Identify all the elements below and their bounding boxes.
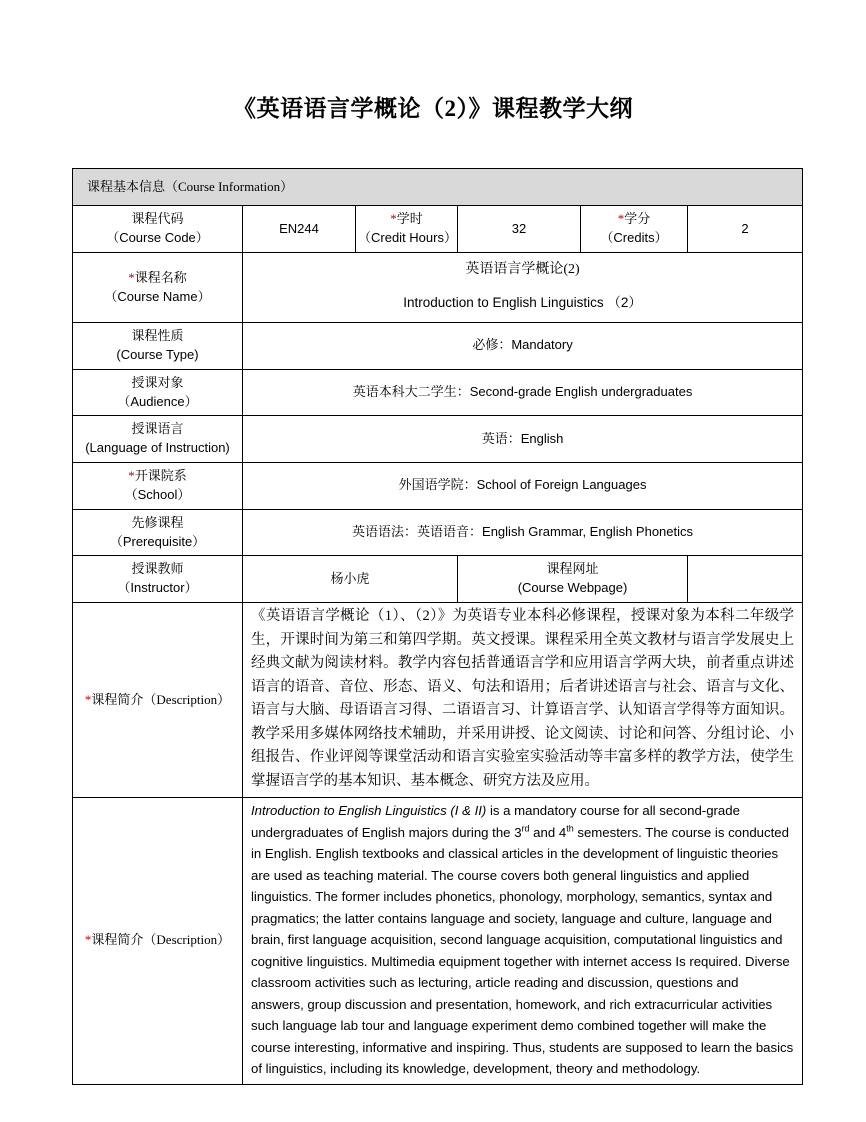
label-description-cn-inline <box>85 692 230 707</box>
value-course-webpage <box>688 556 803 603</box>
label-course-code-en: （Course Code） <box>106 230 209 246</box>
description-en-italic-lead: Introduction to English Linguistics (I & II) <box>251 802 487 818</box>
label-course-webpage-en: (Course Webpage) <box>517 580 628 596</box>
label-course-name-cn <box>75 269 240 288</box>
label-credit-hours-cn <box>358 210 455 229</box>
label-description-cn <box>73 603 243 798</box>
table-row-code-hours-credits <box>73 206 803 253</box>
value-credit-hours: 32 <box>458 206 581 253</box>
label-credit-hours-cn-text: 学时 <box>396 211 423 227</box>
label-audience-en: （Audience） <box>117 393 198 409</box>
description-paragraph-en <box>251 800 794 1080</box>
value-description-cn <box>243 603 803 798</box>
required-asterisk: * <box>84 691 92 707</box>
value-description-en <box>243 797 803 1084</box>
value-course-code: EN244 <box>243 206 356 253</box>
label-credits-cn <box>583 210 685 229</box>
description-en-ordinal-2-suffix: th <box>566 823 574 834</box>
label-course-name-cn-text: 课程名称 <box>134 269 187 285</box>
required-asterisk: * <box>617 211 625 227</box>
description-en-part3: semesters. The course is conducted in English. English textbooks and classical articles in the development of linguistic theories are used as teaching material. The course covers both general linguistics and applied linguistics. The former includes phonetics, phonology, morphology, semantics, syntax and pragmatics; the latter contains language and society, language and culture, language and brain, first language acquisition, second language acquisition, computational linguistics and cognitive linguistics. Multimedia equipment together with internet access Is required. Diverse classroom activities such as lecturing, article reading and discussion, questions and answers, group discussion and presentation, homework, and rich extracurricular activities such language lab tour and language experiment demo combined together will make the course interesting, informative and inspiring. Thus, students are supposed to learn the basics of linguistics, including its knowledge, development, theory and methodology. <box>251 824 794 1077</box>
label-course-name-en: （Course Name） <box>104 288 211 304</box>
label-audience-cn: 授课对象 <box>131 374 184 390</box>
label-prerequisite-cn: 先修课程 <box>131 514 184 530</box>
page-title: 《英语语言学概论（2）》课程教学大纲 <box>233 96 633 121</box>
value-course-name <box>243 253 803 323</box>
label-school-en: （School） <box>124 486 191 502</box>
description-paragraph-cn: 《英语语言学概论（1）、（2）》为英语专业本科必修课程，授课对象为本科二年级学生，开课时间为第三和第四学期。英文授课。课程采用全英文教材与语言学发展史上经典文献为阅读材料。教学内容包括普通语言学和应用语言学两大块，前者重点讲述语言的语音、音位、形态、语义、句法和语用；后者讲述语言与社会、语言与文化、语言与大脑、母语语言习得、二语语言习、计算语言学、认知语言学得等方面知识。教学采用多媒体网络技术辅助，并采用讲授、论文阅读、讨论和问答、分组讨论、小组报告、作业评阅等课堂活动和语言实验室实验活动等丰富多样的教学方法，使学生掌握语言学的基本知识、基本概念、研究方法及应用。 <box>251 608 795 789</box>
value-audience: 英语本科大二学生：Second-grade English undergraduates <box>243 369 803 416</box>
label-course-webpage-cn: 课程网址 <box>546 561 599 577</box>
label-course-type <box>73 322 243 369</box>
table-row-language <box>73 416 803 463</box>
label-credit-hours <box>356 206 458 253</box>
label-credits-cn-text: 学分 <box>624 211 651 227</box>
table-row-instructor <box>73 556 803 603</box>
label-credit-hours-en: （Credit Hours） <box>358 230 457 246</box>
label-school <box>73 463 243 510</box>
description-en-ordinal-1: 3 <box>514 824 522 840</box>
label-school-cn-text: 开课院系 <box>134 468 187 484</box>
description-en-ordinal-1-suffix: rd <box>521 823 530 834</box>
label-description-cn-en: （Description） <box>143 691 231 707</box>
required-asterisk: * <box>84 932 92 948</box>
table-row-school <box>73 463 803 510</box>
label-course-type-en: (Course Type) <box>116 346 199 362</box>
value-course-name-cn: 英语语言学概论(2) <box>465 262 580 278</box>
label-prerequisite <box>73 509 243 556</box>
label-description-en-inline <box>85 932 230 947</box>
label-instructor-cn: 授课教师 <box>131 561 184 577</box>
label-prerequisite-en: （Prerequisite） <box>109 533 206 549</box>
description-en-ordinal-2: 4 <box>558 824 567 840</box>
label-course-webpage <box>458 556 688 603</box>
label-instructor <box>73 556 243 603</box>
table-row-course-name <box>73 253 803 323</box>
required-asterisk: * <box>128 468 135 484</box>
table-row-description-en <box>73 797 803 1084</box>
table-header-cell: 课程基本信息（Course Information） <box>73 168 803 206</box>
label-school-cn <box>75 467 240 486</box>
table-row-course-type <box>73 322 803 369</box>
table-header-row <box>73 168 803 206</box>
value-school: 外国语学院：School of Foreign Languages <box>243 463 803 510</box>
required-asterisk: * <box>128 269 135 285</box>
label-language-cn: 授课语言 <box>131 421 184 437</box>
label-course-name <box>73 253 243 323</box>
label-description-en-en: （Description） <box>143 932 231 948</box>
label-description-en <box>73 797 243 1084</box>
value-prerequisite: 英语语法：英语语音：English Grammar, English Phonetics <box>243 509 803 556</box>
label-instructor-en: （Instructor） <box>117 580 198 596</box>
value-course-type: 必修：Mandatory <box>243 322 803 369</box>
required-asterisk: * <box>390 211 397 227</box>
value-course-name-en: Introduction to English Linguistics （2） <box>403 295 642 311</box>
label-language-en: (Language of Instruction) <box>85 440 230 456</box>
description-en-part1: is a mandatory course for all second-grade undergraduates of English majors during the <box>251 802 740 840</box>
label-description-cn-text: 课程简介 <box>91 691 144 707</box>
label-audience <box>73 369 243 416</box>
description-en-part2: and <box>529 824 559 840</box>
label-course-code <box>73 206 243 253</box>
label-description-en-text: 课程简介 <box>91 932 144 948</box>
label-credits-en: （Credits） <box>600 230 668 246</box>
value-credits: 2 <box>688 206 803 253</box>
value-instructor: 杨小虎 <box>243 556 458 603</box>
label-course-code-cn: 课程代码 <box>131 211 184 227</box>
label-course-type-cn: 课程性质 <box>131 327 184 343</box>
table-row-description-cn <box>73 603 803 798</box>
course-information-table <box>72 168 803 1085</box>
table-row-prerequisite <box>73 509 803 556</box>
table-row-audience <box>73 369 803 416</box>
value-language: 英语：English <box>243 416 803 463</box>
label-language <box>73 416 243 463</box>
label-credits <box>581 206 688 253</box>
